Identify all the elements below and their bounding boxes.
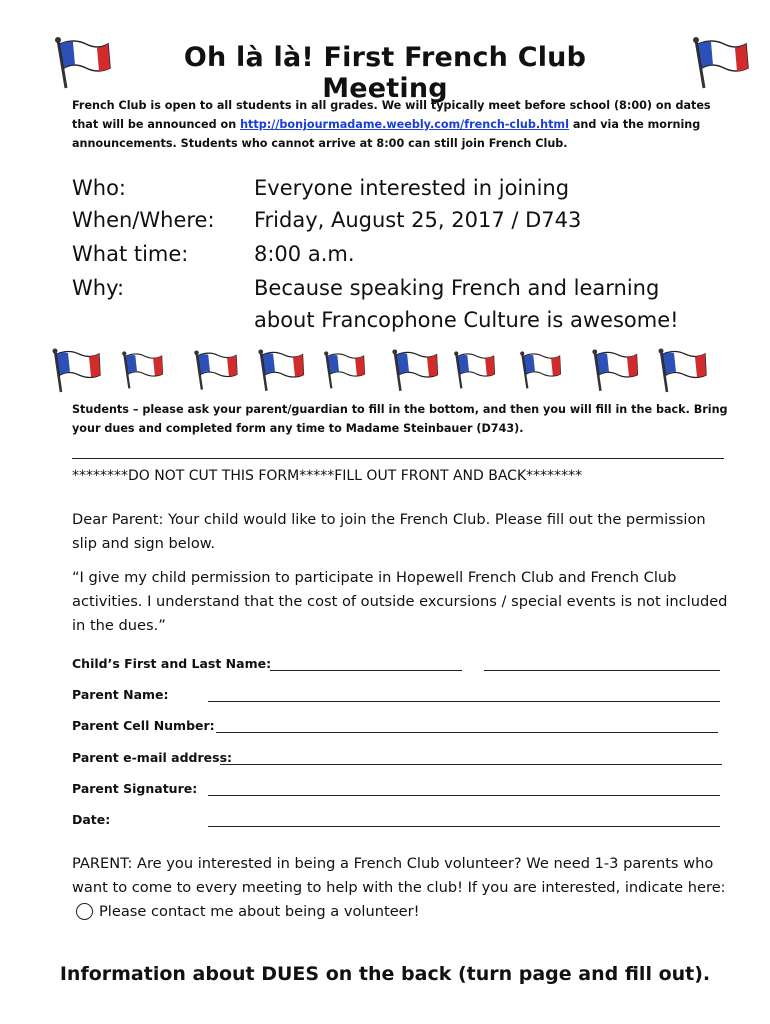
french-flag-icon (656, 348, 708, 394)
parent-name-field[interactable] (208, 701, 720, 702)
date-label: Date: (72, 812, 111, 827)
french-flag-icon (50, 348, 102, 394)
what-time-value: 8:00 a.m. (254, 242, 355, 266)
no-cut-banner: ********DO NOT CUT THIS FORM*****FILL OUT FRONT AND BACK******** (72, 468, 583, 484)
french-flag-icon (322, 351, 366, 390)
who-value: Everyone interested in joining (254, 176, 570, 200)
date-field[interactable] (208, 826, 720, 827)
french-flag-icon (120, 351, 164, 390)
intro-text-end: and via the morning announcements. Students who cannot arrive at 8:00 can still join French Club. (72, 118, 701, 150)
volunteer-question: PARENT: Are you interested in being a French Club volunteer? We need 1-3 parents who want to come to every meeting to help with the club! If you are interested, indicate here: (72, 855, 726, 896)
parent-signature-label: Parent Signature: (72, 781, 198, 796)
volunteer-radio[interactable] (76, 903, 93, 920)
french-flag-icon (690, 36, 750, 90)
french-flag-icon (192, 350, 239, 391)
french-flag-icon (590, 349, 639, 393)
dear-parent-paragraph: Dear Parent: Your child would like to join the French Club. Please fill out the permission slip and sign below. (72, 511, 706, 552)
parent-cell-field[interactable] (216, 732, 718, 733)
child-last-name-field[interactable] (484, 670, 720, 671)
why-value: Because speaking French and learning about Francophone Culture is awesome! (254, 276, 679, 332)
what-time-label: What time: (72, 242, 189, 266)
french-flag-icon (452, 351, 496, 390)
french-flag-icon (518, 351, 562, 390)
dues-footer: Information about DUES on the back (turn page and fill out). (59, 963, 711, 985)
club-website-link[interactable]: http://bonjourmadame.weebly.com/french-club.html (240, 118, 569, 131)
students-note: Students – please ask your parent/guardian to fill in the bottom, and then you will fill in the back. Bring your dues and completed form any time to Madame Steinbauer (D743). (72, 403, 728, 435)
divider (72, 458, 724, 459)
parent-email-field[interactable] (220, 764, 722, 765)
intro-paragraph (72, 96, 732, 153)
volunteer-option-label: Please contact me about being a volunteer! (99, 903, 420, 920)
why-label: Why: (72, 276, 125, 300)
when-where-label: When/Where: (72, 208, 215, 232)
french-flag-icon (52, 36, 112, 90)
when-where-value: Friday, August 25, 2017 / D743 (254, 208, 582, 232)
parent-signature-field[interactable] (208, 795, 720, 796)
intro-text: French Club is open to all students in all grades. We will typically meet before school (8:00) on dates that will be announced on (72, 99, 711, 131)
permission-quote: “I give my child permission to participate in Hopewell French Club and French Club activities. I understand that the cost of outside excursions / special events is not included in the dues.” (72, 569, 728, 634)
page-title: Oh là là! First French Club Meeting (183, 42, 587, 104)
child-name-label: Child’s First and Last Name: (72, 656, 272, 671)
who-label: Who: (72, 176, 126, 200)
flag-row (50, 348, 730, 398)
french-flag-icon (390, 349, 439, 393)
volunteer-paragraph (72, 852, 732, 924)
parent-name-label: Parent Name: (72, 687, 169, 702)
french-flag-icon (256, 349, 305, 393)
parent-cell-label: Parent Cell Number: (72, 718, 215, 733)
parent-email-label: Parent e-mail address: (72, 750, 233, 765)
child-first-name-field[interactable] (270, 670, 462, 671)
